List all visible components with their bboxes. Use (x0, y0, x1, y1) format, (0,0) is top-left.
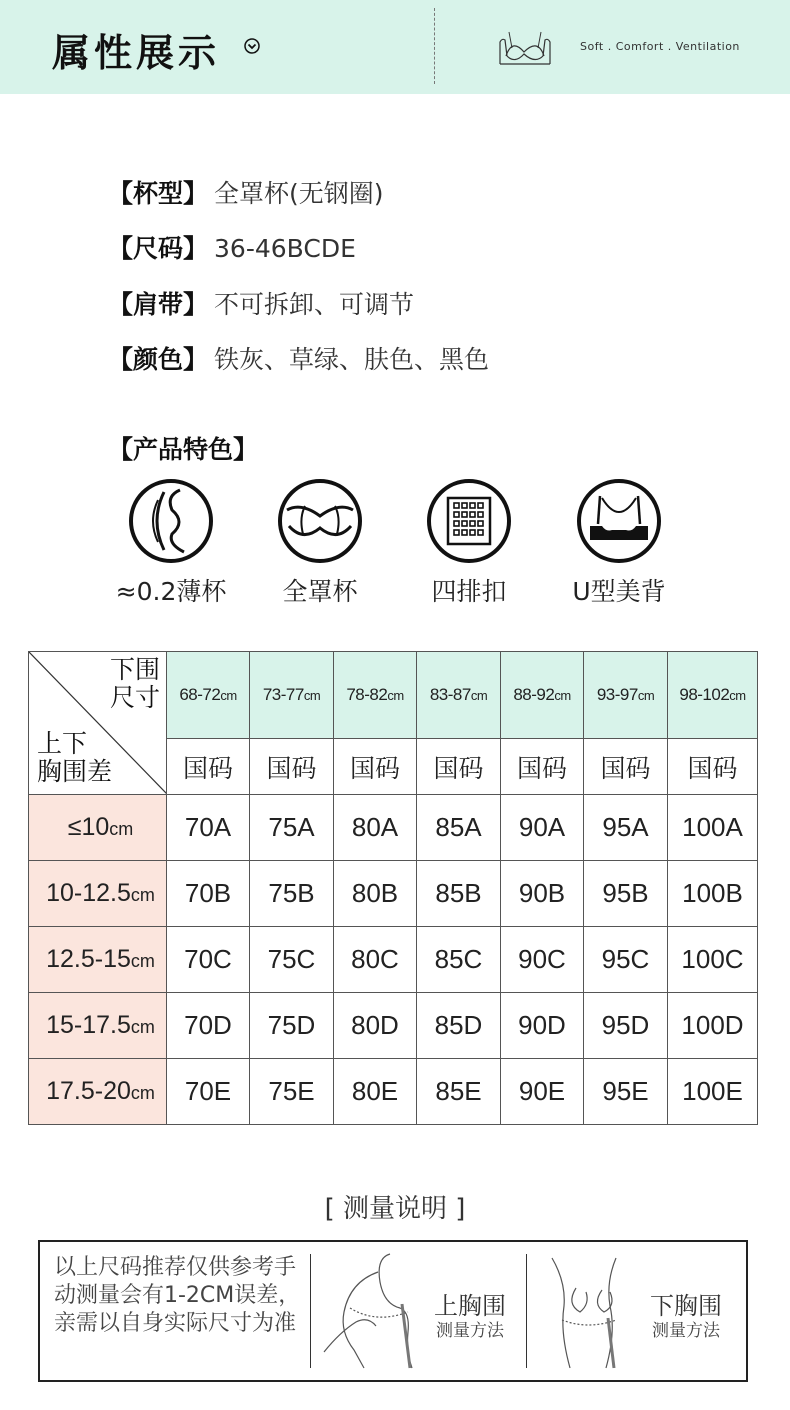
diff-header (29, 993, 167, 1059)
attr-size (108, 229, 356, 265)
feature-label: 全罩杯 (282, 577, 358, 606)
band-header (334, 652, 417, 739)
band-header (501, 652, 584, 739)
band-header (250, 652, 334, 739)
band-unit: cm (729, 688, 746, 703)
size-cell: 90E (501, 1059, 584, 1125)
attr-value: 铁灰、草绿、肤色、黑色 (214, 345, 490, 374)
size-cell: 70C (167, 927, 250, 993)
attr-value: 36-46BCDE (214, 234, 356, 263)
table-row (29, 1059, 758, 1125)
band-unit: cm (303, 688, 321, 703)
diff-unit: cm (130, 951, 155, 971)
measure-divider (526, 1254, 527, 1368)
size-cell: 75E (250, 1059, 334, 1125)
under-bust-figure-icon (536, 1252, 636, 1370)
attr-color (108, 340, 489, 376)
measure-note: 以上尺码推荐仅供参考手动测量会有1-2CM误差，亲需以自身实际尺寸为准 (54, 1255, 301, 1336)
corner-text: 下围 (109, 655, 160, 684)
guoma-cell: 国码 (250, 739, 334, 795)
measure-divider (310, 1254, 311, 1368)
size-cell: 85B (417, 861, 501, 927)
size-cell: 100C (668, 927, 758, 993)
corner-label-band (110, 656, 160, 712)
bra-icon (498, 28, 552, 66)
header-tagline: Soft . Comfort . Ventilation (580, 40, 740, 53)
band-range: 78-82 (346, 685, 388, 704)
guoma-cell: 国码 (417, 739, 501, 795)
band-unit: cm (554, 688, 571, 703)
diff-unit: cm (130, 885, 155, 905)
under-bust-subtitle: 测量方法 (652, 1321, 720, 1341)
band-range: 73-77 (262, 685, 304, 704)
band-range: 98-102 (679, 685, 730, 704)
size-cell: 70A (167, 795, 250, 861)
feature-thin-cup (96, 478, 246, 608)
feature-label: ≈0.2薄杯 (115, 577, 227, 606)
attr-value: 全罩杯(无钢圈) (214, 179, 384, 208)
guoma-cell: 国码 (334, 739, 417, 795)
size-cell: 95C (584, 927, 668, 993)
upper-bust-subtitle: 测量方法 (436, 1321, 504, 1341)
table-corner-cell (29, 652, 167, 795)
size-cell: 80C (334, 927, 417, 993)
corner-text: 尺寸 (109, 683, 160, 712)
size-cell: 100A (668, 795, 758, 861)
attr-cup-type (108, 174, 384, 210)
corner-text: 胸围差 (37, 757, 113, 786)
diff-range: ≤10 (67, 813, 110, 841)
feature-full-cup (245, 478, 395, 608)
size-cell: 95E (584, 1059, 668, 1125)
size-cell: 90B (501, 861, 584, 927)
table-row (29, 993, 758, 1059)
corner-text: 上下 (37, 729, 88, 758)
diff-header (29, 1059, 167, 1125)
measure-heading: [ 测量说明 ] (324, 1194, 466, 1224)
diff-header (29, 795, 167, 861)
size-cell: 70B (167, 861, 250, 927)
size-cell: 100E (668, 1059, 758, 1125)
header-banner (0, 0, 790, 94)
size-table (28, 651, 758, 1125)
diff-range: 10-12.5 (46, 879, 131, 907)
band-unit: cm (387, 688, 404, 703)
feature-label: U型美背 (572, 577, 666, 606)
diff-unit: cm (109, 819, 134, 839)
size-cell: 70D (167, 993, 250, 1059)
band-header (584, 652, 668, 739)
table-row (29, 861, 758, 927)
size-cell: 80B (334, 861, 417, 927)
corner-label-diff (37, 730, 112, 786)
thin-cup-icon (128, 478, 214, 564)
upper-bust-title: 上胸围 (434, 1292, 506, 1320)
diff-unit: cm (130, 1083, 155, 1103)
band-unit: cm (470, 688, 488, 703)
full-cup-icon (277, 478, 363, 564)
feature-u-back (544, 478, 694, 608)
diff-unit: cm (130, 1017, 155, 1037)
table-row (29, 652, 758, 739)
diff-header (29, 927, 167, 993)
band-header (668, 652, 758, 739)
size-cell: 100B (668, 861, 758, 927)
attr-key: 【杯型】 (108, 179, 209, 208)
band-range: 68-72 (179, 685, 221, 704)
table-row (29, 795, 758, 861)
attr-value: 不可拆卸、可调节 (214, 290, 415, 319)
size-cell: 90D (501, 993, 584, 1059)
chevron-down-circle-icon (244, 38, 260, 54)
table-row (29, 927, 758, 993)
feature-label: 四排扣 (431, 577, 507, 606)
attr-strap (108, 285, 414, 321)
size-cell: 75C (250, 927, 334, 993)
size-cell: 85D (417, 993, 501, 1059)
size-cell: 70E (167, 1059, 250, 1125)
page-title: 属性展示 (52, 31, 221, 75)
size-cell: 95D (584, 993, 668, 1059)
hook-eye-icon (426, 478, 512, 564)
upper-bust-figure-icon (320, 1252, 420, 1370)
attr-key: 【尺码】 (108, 234, 209, 263)
u-back-icon (576, 478, 662, 564)
size-cell: 95A (584, 795, 668, 861)
size-cell: 90C (501, 927, 584, 993)
size-cell: 75A (250, 795, 334, 861)
band-range: 83-87 (429, 685, 471, 704)
guoma-cell: 国码 (501, 739, 584, 795)
measure-box (38, 1240, 748, 1382)
size-cell: 85C (417, 927, 501, 993)
band-range: 93-97 (596, 685, 638, 704)
band-unit: cm (637, 688, 655, 703)
size-cell: 85E (417, 1059, 501, 1125)
size-cell: 90A (501, 795, 584, 861)
guoma-cell: 国码 (167, 739, 250, 795)
size-cell: 100D (668, 993, 758, 1059)
band-range: 88-92 (513, 685, 555, 704)
band-header (417, 652, 501, 739)
size-cell: 75D (250, 993, 334, 1059)
guoma-cell: 国码 (584, 739, 668, 795)
size-cell: 95B (584, 861, 668, 927)
size-cell: 80D (334, 993, 417, 1059)
size-cell: 85A (417, 795, 501, 861)
features-heading: 【产品特色】 (108, 435, 259, 464)
attr-key: 【肩带】 (108, 290, 209, 319)
feature-hook-eye (394, 478, 544, 608)
guoma-cell: 国码 (668, 739, 758, 795)
diff-range: 15-17.5 (46, 1011, 131, 1039)
diff-header (29, 861, 167, 927)
band-unit: cm (220, 688, 237, 703)
header-divider (434, 8, 435, 84)
under-bust-title: 下胸围 (650, 1292, 722, 1320)
band-header (167, 652, 250, 739)
diff-range: 17.5-20 (46, 1077, 131, 1105)
diff-range: 12.5-15 (46, 945, 131, 973)
attr-key: 【颜色】 (108, 345, 209, 374)
size-cell: 80E (334, 1059, 417, 1125)
size-cell: 75B (250, 861, 334, 927)
size-cell: 80A (334, 795, 417, 861)
